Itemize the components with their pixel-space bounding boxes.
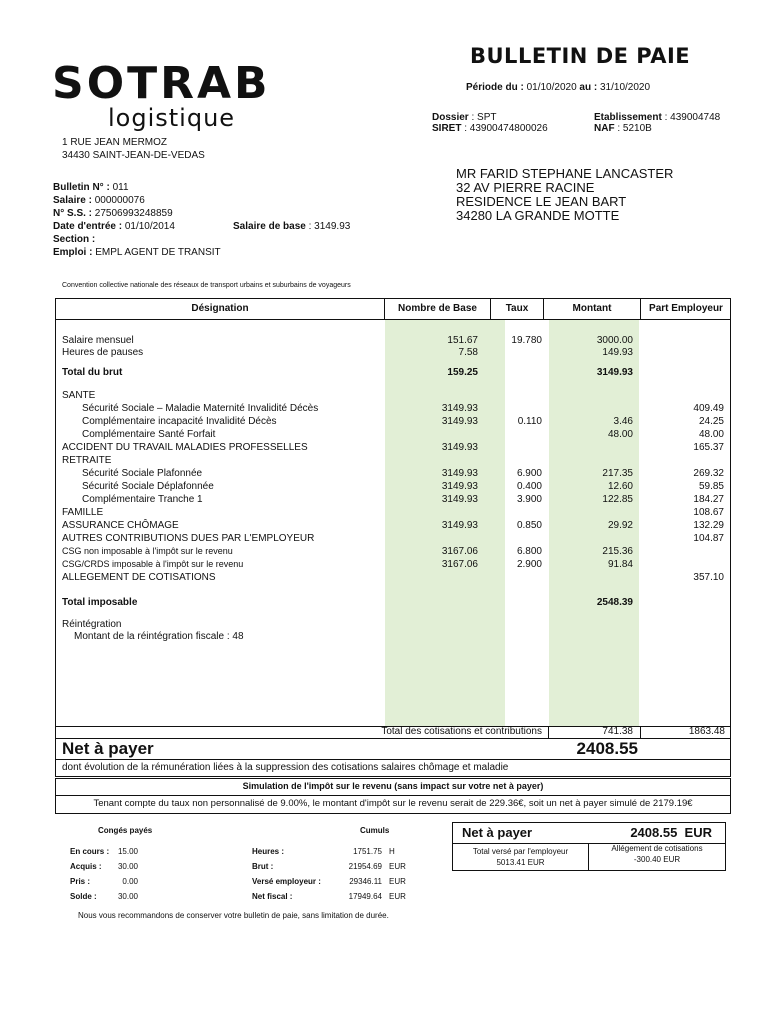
table-row [0, 467, 768, 480]
row-label: Complémentaire Tranche 1 [82, 494, 203, 505]
row-label: ALLEGEMENT DE COTISATIONS [62, 572, 216, 583]
row-montant: 149.93 [602, 347, 633, 358]
row-label: Réintégration [62, 619, 122, 630]
header-designation: Désignation [191, 303, 249, 314]
table-row [0, 571, 768, 584]
row-taux: 6.800 [516, 546, 542, 557]
employee-address-line1: 32 AV PIERRE RACINE [456, 180, 595, 195]
row-montant: 91.84 [607, 559, 633, 570]
bulletin-number: Bulletin N° : 011 [53, 182, 129, 193]
table-row [0, 545, 768, 558]
table-row [0, 441, 768, 454]
row-label: Sécurité Sociale – Maladie Maternité Invalidité Décès [82, 403, 319, 414]
convention: Convention collective nationale des réseaux de transport urbains et suburbains de voyageurs [62, 282, 351, 289]
row-base: 3149.93 [441, 494, 478, 505]
table-row [0, 415, 768, 428]
row-label: AUTRES CONTRIBUTIONS DUES PAR L'EMPLOYEUR [62, 533, 315, 544]
simulation-text: Tenant compte du taux non personnalisé de 9.00%, le montant d'impôt sur le revenu serait de 229.36€, soit un net à payer simulé de 2179.19€ [93, 798, 693, 809]
employee-address-line2: RESIDENCE LE JEAN BART [456, 194, 627, 209]
table-row [0, 389, 768, 402]
salaire-de-base: Salaire de base : 3149.93 [233, 221, 351, 232]
header-base: Nombre de Base [398, 303, 477, 314]
row-taux: 6.900 [516, 468, 542, 479]
footer-note: Nous vous recommandons de conserver votre bulletin de paie, sans limitation de durée. [78, 911, 389, 920]
row-base: 3149.93 [441, 403, 478, 414]
emploi: Emploi : EMPL AGENT DE TRANSIT [53, 247, 221, 258]
section: Section : [53, 234, 96, 245]
conges-label: Pris : [70, 877, 91, 886]
row-taux: 0.110 [517, 416, 542, 427]
ss-number: N° S.S. : 27506993248859 [53, 208, 173, 219]
table-row [0, 346, 768, 359]
row-montant: 3000.00 [596, 335, 633, 346]
row-label: Montant de la réintégration fiscale : 48 [74, 631, 244, 642]
row-employeur: 184.27 [693, 494, 724, 505]
row-base: 159.25 [447, 367, 478, 378]
summary-allegement-label: Allégement de cotisations [611, 844, 703, 853]
cumuls-title: Cumuls [360, 826, 390, 835]
row-taux: 19.780 [511, 335, 542, 346]
net-label: Net à payer [62, 739, 154, 758]
conges-value: 30.00 [117, 862, 138, 871]
row-employeur: 24.25 [698, 416, 724, 427]
header-montant: Montant [572, 303, 612, 314]
row-employeur: 104.87 [693, 533, 724, 544]
net-value: 2408.55 [576, 739, 638, 758]
row-employeur: 108.67 [693, 507, 724, 518]
conges-label: En cours : [70, 847, 110, 856]
table-row [0, 532, 768, 545]
table-row [0, 454, 768, 467]
row-base: 3167.06 [441, 559, 478, 570]
cumul-value: 17949.64 [348, 892, 382, 901]
row-base: 151.67 [447, 335, 478, 346]
row-label: Total imposable [62, 597, 138, 608]
employee-address-line3: 34280 LA GRANDE MOTTE [456, 208, 620, 223]
row-label: Complémentaire Santé Forfait [82, 429, 216, 440]
row-montant: 2548.39 [596, 597, 633, 608]
totals-montant: 741.38 [602, 726, 633, 737]
table-row [0, 493, 768, 506]
row-base: 3149.93 [441, 416, 478, 427]
table-row [0, 630, 768, 643]
row-montant: 3149.93 [596, 367, 633, 378]
naf: NAF : 5210B [594, 123, 652, 134]
row-montant: 3.46 [613, 416, 633, 427]
summary-net-value: 2408.55 EUR [630, 825, 712, 840]
row-montant: 215.36 [602, 546, 633, 557]
row-label: ACCIDENT DU TRAVAIL MALADIES PROFESSELLES [62, 442, 308, 453]
row-base: 3149.93 [441, 442, 478, 453]
summary-verse-label: Total versé par l'employeur [472, 847, 569, 856]
summary-allegement-value: -300.40 EUR [633, 855, 681, 864]
row-employeur: 409.49 [693, 403, 724, 414]
row-base: 7.58 [458, 347, 478, 358]
period: Période du : 01/10/2020 au : 31/10/2020 [466, 82, 651, 93]
cumul-value: 21954.69 [348, 862, 382, 871]
row-label: Total du brut [62, 367, 123, 378]
row-taux: 3.900 [516, 494, 542, 505]
row-montant: 217.35 [602, 468, 633, 479]
conges-value: 30.00 [117, 892, 138, 901]
row-base: 3149.93 [441, 481, 478, 492]
simulation-title: Simulation de l'impôt sur le revenu (sans impact sur votre net à payer) [242, 781, 544, 791]
row-employeur: 48.00 [698, 429, 724, 440]
row-label: Complémentaire incapacité Invalidité Décès [82, 416, 277, 427]
row-label: ASSURANCE CHÔMAGE [62, 520, 179, 531]
summary-verse-value: 5013.41 EUR [496, 858, 545, 867]
row-label: RETRAITE [62, 455, 112, 466]
row-label: Sécurité Sociale Plafonnée [82, 468, 203, 479]
table-row [0, 596, 768, 609]
row-montant: 12.60 [607, 481, 633, 492]
row-base: 3149.93 [441, 468, 478, 479]
conges-label: Acquis : [70, 862, 102, 871]
conges-value: 0.00 [122, 877, 138, 886]
summary-net-label: Net à payer [462, 825, 533, 840]
cumul-label: Versé employeur : [252, 877, 321, 886]
company-logo: SOTRAB [52, 58, 271, 109]
employee-name: MR FARID STEPHANE LANCASTER [456, 166, 674, 181]
salaire-number: Salaire : 000000076 [53, 195, 145, 206]
header-taux: Taux [505, 303, 529, 314]
table-row [0, 428, 768, 441]
row-taux: 2.900 [516, 559, 542, 570]
table-row [0, 402, 768, 415]
page-title: BULLETIN DE PAIE [470, 44, 691, 68]
cumul-unit: EUR [389, 862, 406, 871]
conges-title: Congés payés [98, 826, 153, 835]
table-row [0, 366, 768, 379]
row-montant: 122.85 [602, 494, 633, 505]
row-montant: 29.92 [607, 520, 633, 531]
cumul-label: Brut : [252, 862, 274, 871]
row-label: SANTE [62, 390, 96, 401]
row-employeur: 269.32 [693, 468, 724, 479]
cumul-label: Net fiscal : [252, 892, 293, 901]
row-label: CSG non imposable à l'impôt sur le revenu [62, 546, 233, 556]
row-employeur: 132.29 [693, 520, 724, 531]
row-employeur: 59.85 [698, 481, 724, 492]
row-base: 3167.06 [441, 546, 478, 557]
cumul-unit: H [389, 847, 395, 856]
evolution-text: dont évolution de la rémunération liées à la suppression des cotisations salaires chômage et maladie [62, 762, 509, 773]
etablissement: Etablissement : 439004748 [594, 112, 721, 123]
conges-label: Solde : [70, 892, 97, 901]
row-label: Sécurité Sociale Déplafonnée [82, 481, 214, 492]
row-taux: 0.850 [516, 520, 542, 531]
header-employeur: Part Employeur [649, 303, 723, 314]
table-row [0, 558, 768, 571]
row-label: CSG/CRDS imposable à l'impôt sur le revenu [62, 559, 244, 569]
row-base: 3149.93 [441, 520, 478, 531]
company-logo-subtitle: logistique [108, 104, 236, 132]
totals-label: Total des cotisations et contributions [381, 726, 542, 737]
cumul-unit: EUR [389, 892, 406, 901]
cumul-value: 29346.11 [349, 877, 382, 886]
cumul-value: 1751.75 [353, 847, 382, 856]
siret: SIRET : 43900474800026 [432, 123, 548, 134]
conges-value: 15.00 [117, 847, 138, 856]
row-label: FAMILLE [62, 507, 104, 518]
date-entree: Date d'entrée : 01/10/2014 [53, 221, 175, 232]
totals-employeur: 1863.48 [688, 726, 725, 737]
company-address-line1: 1 RUE JEAN MERMOZ [62, 137, 168, 148]
company-address-line2: 34430 SAINT-JEAN-DE-VEDAS [62, 150, 205, 161]
dossier: Dossier : SPT [432, 112, 497, 123]
row-montant: 48.00 [607, 429, 633, 440]
cumul-label: Heures : [252, 847, 285, 856]
row-employeur: 357.10 [693, 572, 724, 583]
row-label: Salaire mensuel [62, 335, 134, 346]
row-label: Heures de pauses [62, 347, 144, 358]
row-employeur: 165.37 [693, 442, 724, 453]
table-row [0, 506, 768, 519]
row-taux: 0.400 [516, 481, 542, 492]
cumul-unit: EUR [389, 877, 406, 886]
table-row [0, 480, 768, 493]
table-row [0, 519, 768, 532]
